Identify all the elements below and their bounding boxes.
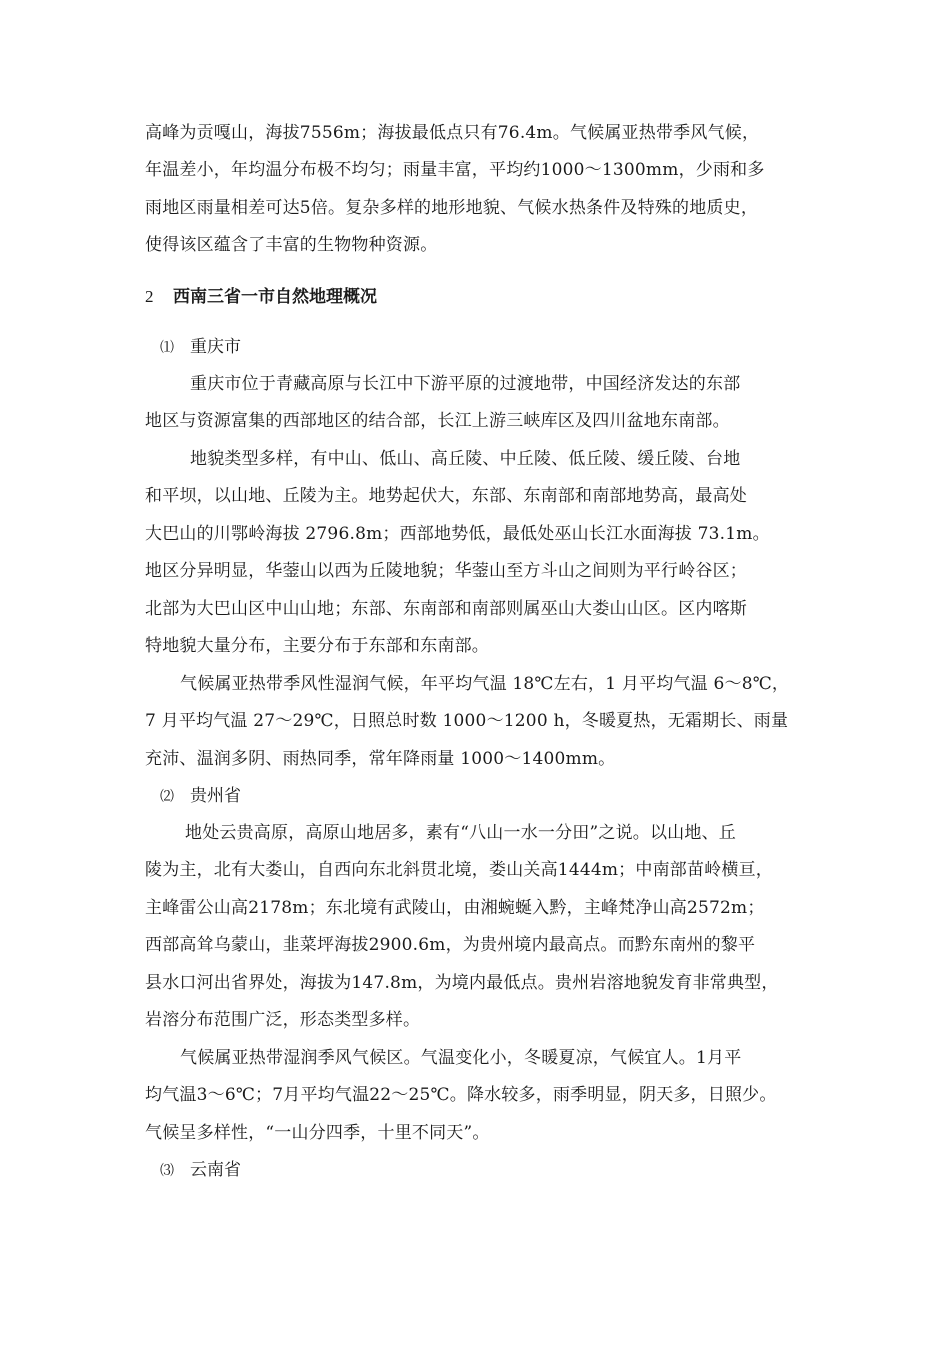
- paragraph-line: 北部为大巴山区中山山地；东部、东南部和南部则属巫山大娄山山区。区内喀斯: [145, 599, 747, 619]
- paragraph-line: 气候属亚热带湿润季风气候区。气温变化小，冬暖夏凉，气候宜人。1月平: [180, 1048, 742, 1068]
- section-title: 西南三省一市自然地理概况: [173, 287, 377, 307]
- subsection-marker: ⑴: [160, 340, 174, 356]
- paragraph-line: 西部高耸乌蒙山，韭菜坪海拔2900.6m，为贵州境内最高点。而黔东南州的黎平: [145, 935, 756, 955]
- section-heading: [145, 285, 377, 309]
- paragraph-line: 大巴山的川鄂岭海拔 2796.8m；西部地势低，最低处巫山长江水面海拔 73.1m。: [145, 524, 770, 544]
- paragraph-line: 地区分异明显，华蓥山以西为丘陵地貌；华蓥山至方斗山之间则为平行岭谷区；: [145, 561, 747, 581]
- subsection-title: 重庆市: [190, 337, 241, 357]
- paragraph-line: 岩溶分布范围广泛，形态类型多样。: [145, 1010, 421, 1030]
- subsection-marker: ⑶: [160, 1163, 174, 1179]
- intro-line: 年温差小，年均温分布极不均匀；雨量丰富，平均约1000～1300mm，少雨和多: [145, 160, 765, 180]
- paragraph-line: 重庆市位于青藏高原与长江中下游平原的过渡地带，中国经济发达的东部: [190, 374, 741, 394]
- paragraph-line: 地处云贵高原，高原山地居多，素有“八山一水一分田”之说。以山地、丘: [185, 823, 736, 843]
- subsection-title: 贵州省: [190, 786, 241, 806]
- paragraph-line: 和平坝，以山地、丘陵为主。地势起伏大，东部、东南部和南部地势高，最高处: [145, 486, 747, 506]
- paragraph-line: 充沛、温润多阴、雨热同季，常年降雨量 1000～1400mm。: [145, 749, 616, 769]
- subsection-heading-guizhou: [160, 784, 241, 809]
- paragraph-line: 7 月平均气温 27～29℃，日照总时数 1000～1200 h，冬暖夏热，无霜期长、雨量: [145, 711, 789, 731]
- subsection-heading-yunnan: [160, 1158, 241, 1183]
- section-number: 2: [145, 287, 154, 306]
- paragraph-line: 地貌类型多样，有中山、低山、高丘陵、中丘陵、低丘陵、缓丘陵、台地: [190, 449, 741, 469]
- paragraph-line: 气候呈多样性，“一山分四季，十里不同天”。: [145, 1123, 490, 1143]
- paragraph-line: 县水口河出省界处，海拔为147.8m，为境内最低点。贵州岩溶地貌发育非常典型，: [145, 973, 779, 993]
- paragraph-line: 气候属亚热带季风性湿润气候，年平均气温 18℃左右，1 月平均气温 6～8℃，: [180, 674, 790, 694]
- paragraph-line: 主峰雷公山高2178m；东北境有武陵山，由湘蜿蜒入黔，主峰梵净山高2572m；: [145, 898, 765, 918]
- intro-line: 雨地区雨量相差可达5倍。复杂多样的地形地貌、气候水热条件及特殊的地质史，: [145, 198, 759, 218]
- paragraph-line: 地区与资源富集的西部地区的结合部，长江上游三峡库区及四川盆地东南部。: [145, 411, 730, 431]
- subsection-title: 云南省: [190, 1160, 241, 1180]
- intro-line: 高峰为贡嘎山，海拔7556m；海拔最低点只有76.4m。气候属亚热带季风气候，: [145, 123, 760, 143]
- subsection-heading-chongqing: [160, 335, 241, 360]
- intro-line: 使得该区蕴含了丰富的生物物种资源。: [145, 235, 438, 255]
- paragraph-line: 陵为主，北有大娄山，自西向东北斜贯北境，娄山关高1444m；中南部苗岭横亘，: [145, 860, 773, 880]
- paragraph-line: 特地貌大量分布，主要分布于东部和东南部。: [145, 636, 489, 656]
- paragraph-line: 均气温3～6℃；7月平均气温22～25℃。降水较多，雨季明显，阴天多，日照少。: [145, 1085, 777, 1105]
- subsection-marker: ⑵: [160, 789, 174, 805]
